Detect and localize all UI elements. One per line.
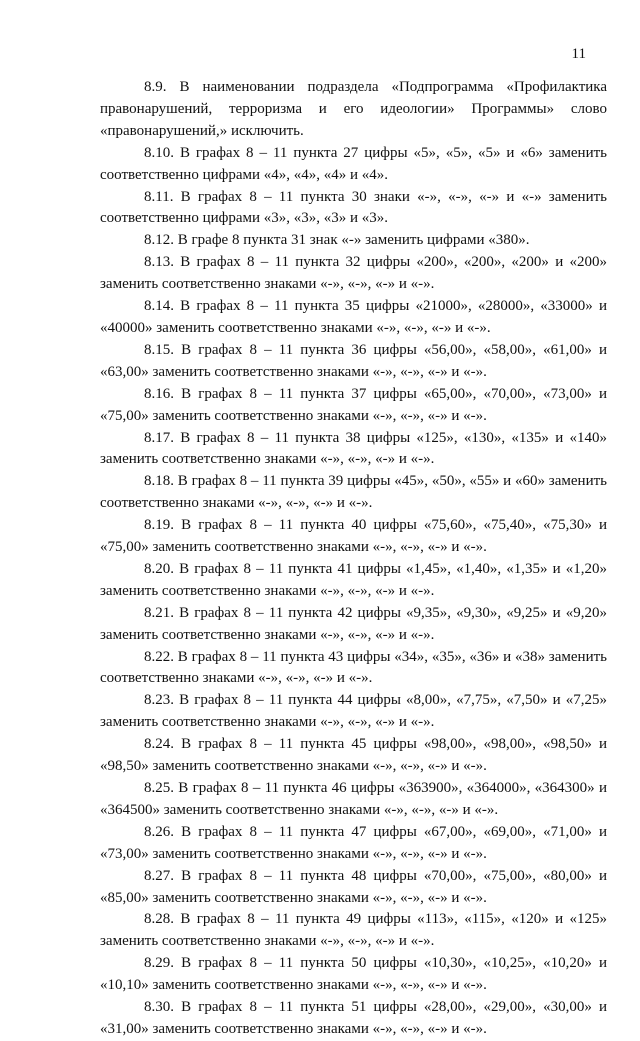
paragraph-8-22: 8.22. В графах 8 – 11 пункта 43 цифры «34», «35», «36» и «38» заменить соответственно знаками «-», «-», «-» и «-». [100,648,607,687]
paragraph-8-12: 8.12. В графе 8 пункта 31 знак «-» заменить цифрами «380». [144,232,530,249]
paragraph-8-15: 8.15. В графах 8 – 11 пункта 36 цифры «56,00», «58,00», «61,00» и «63,00» заменить соответственно знаками «-», «-», «-» и «-». [100,341,607,380]
paragraph-8-23: 8.23. В графах 8 – 11 пункта 44 цифры «8,00», «7,75», «7,50» и «7,25» заменить соответственно знаками «-», «-», «-» и «-». [100,692,607,731]
paragraph-8-10: 8.10. В графах 8 – 11 пункта 27 цифры «5», «5», «5» и «6» заменить соответственно цифрами «4», «4», «4» и «4». [100,144,607,183]
paragraph-8-9: 8.9. В наименовании подраздела «Подпрограмма «Профилактика правонарушений, терроризма и его идеологии» Программы» слово «правонарушений,» исключить. [100,79,607,139]
paragraph-8-14: 8.14. В графах 8 – 11 пункта 35 цифры «21000», «28000», «33000» и «40000» заменить соответственно знаками «-», «-», «-» и «-». [100,298,607,336]
paragraph-8-21: 8.21. В графах 8 – 11 пункта 42 цифры «9,35», «9,30», «9,25» и «9,20» заменить соответственно знаками «-», «-», «-» и «-». [100,604,607,643]
paragraph-8-13: 8.13. В графах 8 – 11 пункта 32 цифры «200», «200», «200» и «200» заменить соответственно знаками «-», «-», «-» и «-». [100,254,607,293]
paragraph-8-20: 8.20. В графах 8 – 11 пункта 41 цифры «1,45», «1,40», «1,35» и «1,20» заменить соответственно знаками «-», «-», «-» и «-». [100,560,607,599]
paragraph-8-26: 8.26. В графах 8 – 11 пункта 47 цифры «67,00», «69,00», «71,00» и «73,00» заменить соответственно знаками «-», «-», «-» и «-». [100,823,607,862]
document-body [100,77,607,1041]
paragraph-8-11: 8.11. В графах 8 – 11 пункта 30 знаки «-», «-», «-» и «-» заменить соответственно цифрами «3», «3», «3» и «3». [100,188,607,227]
paragraph-8-27: 8.27. В графах 8 – 11 пункта 48 цифры «70,00», «75,00», «80,00» и «85,00» заменить соответственно знаками «-», «-», «-» и «-». [100,867,607,906]
paragraph-8-18: 8.18. В графах 8 – 11 пункта 39 цифры «45», «50», «55» и «60» заменить соответственно знаками «-», «-», «-» и «-». [100,473,607,512]
page-number: 11 [571,46,586,62]
paragraph-8-30: 8.30. В графах 8 – 11 пункта 51 цифры «28,00», «29,00», «30,00» и «31,00» заменить соответственно знаками «-», «-», «-» и «-». [100,999,607,1037]
paragraph-8-16: 8.16. В графах 8 – 11 пункта 37 цифры «65,00», «70,00», «73,00» и «75,00» заменить соответственно знаками «-», «-», «-» и «-». [100,385,607,424]
paragraph-8-24: 8.24. В графах 8 – 11 пункта 45 цифры «98,00», «98,00», «98,50» и «98,50» заменить соответственно знаками «-», «-», «-» и «-». [100,736,607,775]
paragraph-8-29: 8.29. В графах 8 – 11 пункта 50 цифры «10,30», «10,25», «10,20» и «10,10» заменить соответственно знаками «-», «-», «-» и «-». [100,955,607,994]
paragraph-8-25: 8.25. В графах 8 – 11 пункта 46 цифры «363900», «364000», «364300» и «364500» заменить соответственно знаками «-», «-», «-» и «-». [100,780,607,818]
paragraph-8-19: 8.19. В графах 8 – 11 пункта 40 цифры «75,60», «75,40», «75,30» и «75,00» заменить соответственно знаками «-», «-», «-» и «-». [100,517,607,556]
paragraph-8-28: 8.28. В графах 8 – 11 пункта 49 цифры «113», «115», «120» и «125» заменить соответственно знаками «-», «-», «-» и «-». [100,911,607,950]
paragraph-8-17: 8.17. В графах 8 – 11 пункта 38 цифры «125», «130», «135» и «140» заменить соответственно знаками «-», «-», «-» и «-». [100,429,607,468]
